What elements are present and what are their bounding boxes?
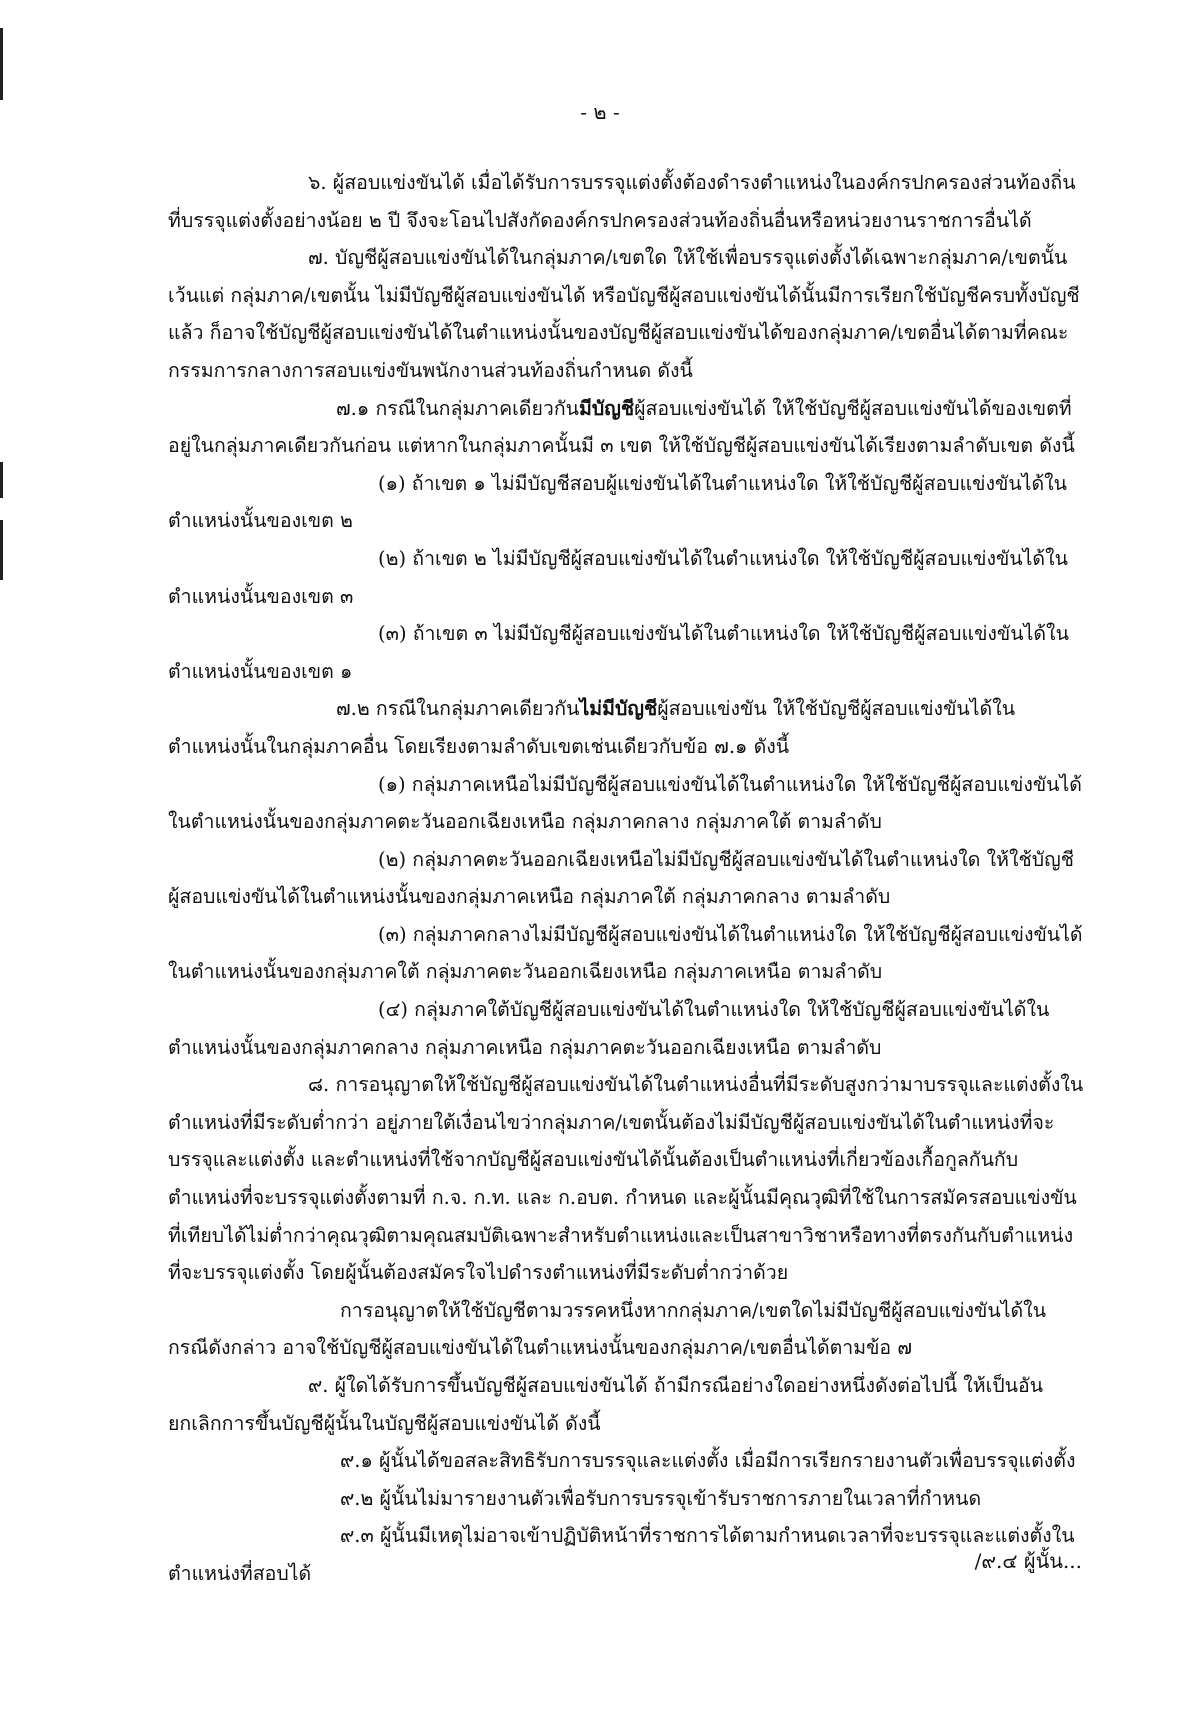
clause-9-1: ๙.๑ ผู้นั้นได้ขอสละสิทธิรับการบรรจุและแต่งตั้ง เมื่อมีการเรียกรายงานตัวเพื่อบรรจุแต่งตั้ง <box>340 1449 1076 1473</box>
clause-7-2-emphasis: ไม่มีบัญชี <box>579 697 658 721</box>
clause-7-2-item-1: (๑) กลุ่มภาคเหนือไม่มีบัญชีผู้สอบแข่งขันได้ในตำแหน่งใด ให้ใช้บัญชีผู้สอบแข่งขันได้ในตำแหน่งนั้นของกลุ่มภาคตะวันออกเฉียงเหนือ กลุ่มภาคกลาง กลุ่มภาคใต้ ตามลำดับ <box>168 772 1082 834</box>
clause-8-paragraph-2: การอนุญาตให้ใช้บัญชีตามวรรคหนึ่งหากกลุ่มภาค/เขตใดไม่มีบัญชีผู้สอบแข่งขันได้ในกรณีดังกล่าว อาจใช้บัญชีผู้สอบแข่งขันได้ในตำแหน่งนั้นของกลุ่มภาค/เขตอื่นได้ตามข้อ ๗ <box>168 1298 1047 1360</box>
clause-7-2 <box>168 690 1085 765</box>
clause-7-1-item-3: (๓) ถ้าเขต ๓ ไม่มีบัญชีผู้สอบแข่งขันได้ในตำแหน่งใด ให้ใช้บัญชีผู้สอบแข่งขันได้ในตำแหน่งนั้นของเขต ๑ <box>168 622 1069 683</box>
clause-7-1-emphasis: มีบัญชี <box>578 396 635 420</box>
clause-7-1-text: ๗.๑ กรณีในกลุ่มภาคเดียวกัน <box>336 396 579 420</box>
clause-9-3: ๙.๓ ผู้นั้นมีเหตุไม่อาจเข้าปฏิบัติหน้าที่ราชการได้ตามกำหนดเวลาที่จะบรรจุและแต่งตั้งในตำแหน่งที่สอบได้ <box>168 1524 1075 1585</box>
clause-7-2-text-rest: ผู้สอบแข่งขัน ให้ใช้บัญชีผู้สอบแข่งขันได้ในตำแหน่งนั้นในกลุ่มภาคอื่น โดยเรียงตามลำดับเขตเช่นเดียวกับข้อ ๗.๑ ดังนี้ <box>168 697 1016 758</box>
continuation-note: /๙.๔ ผู้นั้น... <box>974 1549 1082 1573</box>
clause-9-2: ๙.๒ ผู้นั้นไม่มารายงานตัวเพื่อรับการบรรจุเข้ารับราชการภายในเวลาที่กำหนด <box>340 1486 982 1510</box>
scan-edge-mark <box>0 462 3 498</box>
clause-8: ๘. การอนุญาตให้ใช้บัญชีผู้สอบแข่งขันได้ในตำแหน่งอื่นที่มีระดับสูงกว่ามาบรรจุและแต่งตั้งในตำแหน่งที่มีระดับต่ำกว่า อยู่ภายใต้เงื่อนไขว่ากลุ่มภาค/เขตนั้นต้องไม่มีบัญชีผู้สอบแข่งขันได้ในตำแหน่งที่จะบรรจุและแต่งตั้ง และตำแหน่งที่ใช้จากบัญชีผู้สอบแข่งขันได้นั้นต้องเป็นตำแหน่งที่เกี่ยวข้องเกื้อกูลกันกับตำแหน่งที่จะบรรจุแต่งตั้งตามที่ ก.จ. ก.ท. และ ก.อบต. กำหนด และผู้นั้นมีคุณวุฒิที่ใช้ในการสมัครสอบแข่งขันที่เทียบได้ไม่ต่ำกว่าคุณวุฒิตามคุณสมบัติเฉพาะสำหรับตำแหน่งและเป็นสาขาวิชาหรือทางที่ตรงกันกับตำแหน่งที่จะบรรจุแต่งตั้ง โดยผู้นั้นต้องสมัครใจไปดำรงตำแหน่งที่มีระดับต่ำกว่าด้วย <box>168 1073 1084 1285</box>
clause-7-2-item-3: (๓) กลุ่มภาคกลางไม่มีบัญชีผู้สอบแข่งขันได้ในตำแหน่งใด ให้ใช้บัญชีผู้สอบแข่งขันได้ในตำแหน่งนั้นของกลุ่มภาคใต้ กลุ่มภาคตะวันออกเฉียงเหนือ กลุ่มภาคเหนือ ตามลำดับ <box>168 922 1083 984</box>
scan-edge-mark <box>0 520 3 580</box>
clause-7-1-item-1: (๑) ถ้าเขต ๑ ไม่มีบัญชีสอบผู้แข่งขันได้ในตำแหน่งใด ให้ใช้บัญชีผู้สอบแข่งขันได้ในตำแหน่งนั้นของเขต ๒ <box>168 471 1067 533</box>
clause-7-1-item-2: (๒) ถ้าเขต ๒ ไม่มีบัญชีผู้สอบแข่งขันได้ในตำแหน่งใด ให้ใช้บัญชีผู้สอบแข่งขันได้ในตำแหน่งนั้นของเขต ๓ <box>168 546 1068 608</box>
page-number: - ๒ - <box>580 100 620 124</box>
clause-7-2-item-2: (๒) กลุ่มภาคตะวันออกเฉียงเหนือไม่มีบัญชีผู้สอบแข่งขันได้ในตำแหน่งใด ให้ใช้บัญชีผู้สอบแข่งขันได้ในตำแหน่งนั้นของกลุ่มภาคเหนือ กลุ่มภาคใต้ กลุ่มภาคกลาง ตามลำดับ <box>168 847 1075 909</box>
clause-6: ๖. ผู้สอบแข่งขันได้ เมื่อได้รับการบรรจุแต่งตั้งต้องดำรงตำแหน่งในองค์กรปกครองส่วนท้องถิ่นที่บรรจุแต่งตั้งอย่างน้อย ๒ ปี จึงจะโอนไปสังกัดองค์กรปกครองส่วนท้องถิ่นอื่นหรือหน่วยงานราชการอื่นได้ <box>168 171 1076 232</box>
clause-7-1-text-rest: ผู้สอบแข่งขันได้ ให้ใช้บัญชีผู้สอบแข่งขันได้ของเขตที่อยู่ในกลุ่มภาคเดียวกันก่อน แต่หากในกลุ่มภาคนั้นมี ๓ เขต ให้ใช้บัญชีผู้สอบแข่งขันได้เรียงตามลำดับเขต ดังนี้ <box>168 396 1075 458</box>
clause-7: ๗. บัญชีผู้สอบแข่งขันได้ในกลุ่มภาค/เขตใด ให้ใช้เพื่อบรรจุแต่งตั้งได้เฉพาะกลุ่มภาค/เขตนั้น เว้นแต่ กลุ่มภาค/เขตนั้น ไม่มีบัญชีผู้สอบแข่งขันได้ หรือบัญชีผู้สอบแข่งขันได้นั้นมีการเรียกใช้บัญชีครบทั้งบัญชีแล้ว ก็อาจใช้บัญชีผู้สอบแข่งขันได้ในตำแหน่งนั้นของบัญชีผู้สอบแข่งขันได้ของกลุ่มภาค/เขตอื่นได้ตามที่คณะกรรมการกลางการสอบแข่งขันพนักงานส่วนท้องถิ่นกำหนด ดังนี้ <box>168 246 1080 382</box>
document-body <box>168 164 1085 1593</box>
clause-9: ๙. ผู้ใดได้รับการขึ้นบัญชีผู้สอบแข่งขันได้ ถ้ามีกรณีอย่างใดอย่างหนึ่งดังต่อไปนี้ ให้เป็นอันยกเลิกการขึ้นบัญชีผู้นั้นในบัญชีผู้สอบแข่งขันได้ ดังนี้ <box>168 1374 1044 1435</box>
scan-edge-mark <box>0 28 3 100</box>
clause-7-2-text: ๗.๒ กรณีในกลุ่มภาคเดียวกัน <box>336 697 580 721</box>
clause-7-1 <box>168 390 1085 465</box>
clause-7-2-item-4: (๔) กลุ่มภาคใต้บัญชีผู้สอบแข่งขันได้ในตำแหน่งใด ให้ใช้บัญชีผู้สอบแข่งขันได้ในตำแหน่งนั้นของกลุ่มภาคกลาง กลุ่มภาคเหนือ กลุ่มภาคตะวันออกเฉียงเหนือ ตามลำดับ <box>168 998 1050 1059</box>
